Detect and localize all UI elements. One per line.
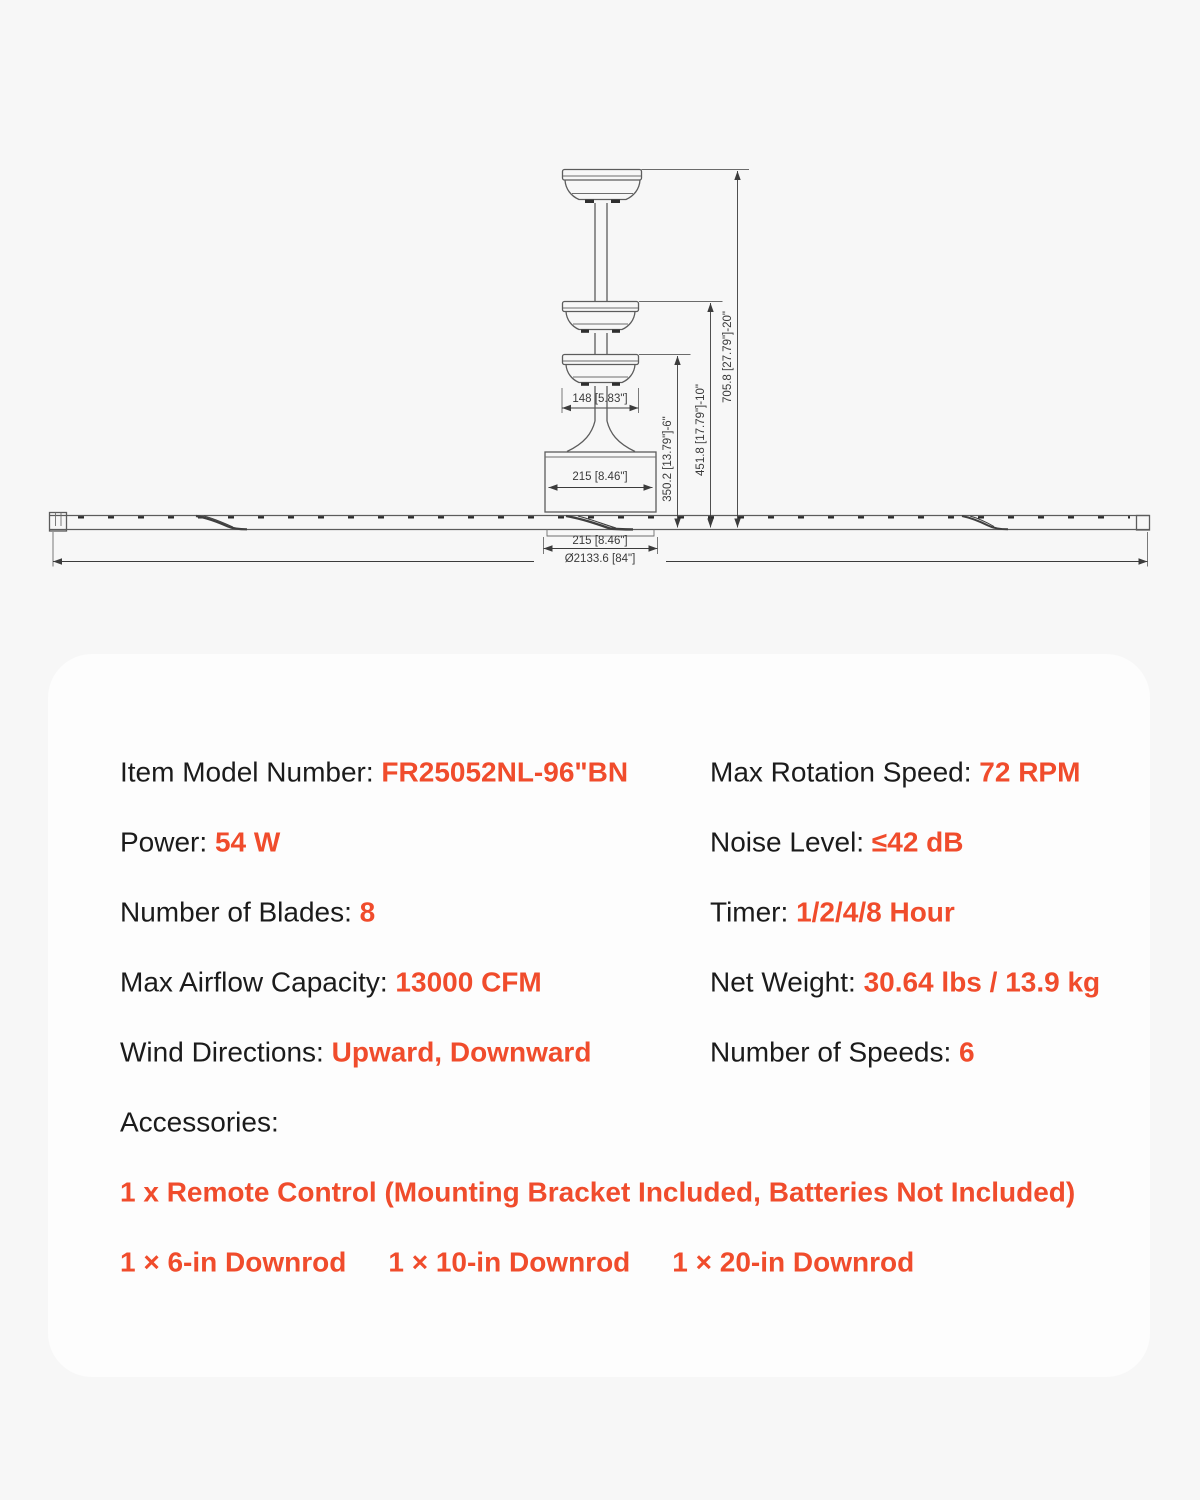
- spec-row: [48, 947, 1150, 1017]
- spec-row: [48, 807, 1150, 877]
- motor-housing: [545, 452, 656, 512]
- spec-value: 54 W: [214, 826, 281, 858]
- spec-max-rotation-speed: [710, 755, 1080, 790]
- spec-label: Accessories:: [120, 1106, 279, 1138]
- spec-net-weight: [710, 965, 1100, 1000]
- spec-label: Number of Blades:: [120, 896, 360, 928]
- spec-value: 6: [959, 1036, 975, 1068]
- spec-item-model-number: [120, 755, 628, 790]
- spec-label: Power:: [120, 826, 215, 858]
- dim-label-height-6in: 350.2 [13.79"]-6": [662, 416, 674, 502]
- spec-number-of-blades: [120, 895, 375, 930]
- dim-motor-width-bottom: [544, 535, 658, 554]
- canopy-lower: [563, 355, 639, 386]
- spec-value: 13000 CFM: [395, 966, 542, 998]
- spec-label: Noise Level:: [710, 826, 872, 858]
- dim-label-height-20in: 705.8 [27.79"]-20": [722, 311, 734, 403]
- spec-card: [48, 654, 1150, 1377]
- spec-label: Number of Speeds:: [710, 1036, 960, 1068]
- spec-label: Wind Directions:: [120, 1036, 332, 1068]
- spec-label: Max Rotation Speed:: [710, 756, 980, 788]
- dim-label-blade-diameter: Ø2133.6 [84"]: [564, 553, 636, 565]
- spec-number-of-speeds: [710, 1035, 975, 1070]
- spec-label: Timer:: [710, 896, 797, 928]
- dim-canopy-width: [562, 388, 639, 413]
- canopy-middle: [563, 302, 639, 333]
- accessories-heading: [120, 1105, 279, 1140]
- dim-label-height-10in: 451.8 [17.79"]-10": [695, 384, 707, 476]
- spec-row: [48, 877, 1150, 947]
- accessory-downrod-6in: 1 × 6-in Downrod: [120, 1246, 347, 1278]
- accessory-remote-control: [120, 1175, 1075, 1210]
- spec-value: 8: [359, 896, 376, 928]
- spec-max-airflow: [120, 965, 542, 1000]
- spec-row: [48, 1017, 1150, 1087]
- spec-value: FR25052NL-96"BN: [381, 756, 629, 788]
- spec-value: 30.64 lbs / 13.9 kg: [863, 966, 1101, 998]
- dim-label-motor-width-bottom: 215 [8.46"]: [572, 535, 628, 547]
- spec-power: [120, 825, 280, 860]
- accessory-downrod-10in: 1 × 10-in Downrod: [388, 1246, 631, 1278]
- fan-blades: [50, 513, 1150, 537]
- bell-coupling: [567, 421, 635, 452]
- spec-timer: [710, 895, 955, 930]
- dim-height-10in: [639, 302, 723, 528]
- spec-value: 72 RPM: [979, 756, 1081, 788]
- spec-wind-directions: [120, 1035, 591, 1070]
- accessory-downrods: [120, 1245, 914, 1280]
- spec-value: ≤42 dB: [871, 826, 964, 858]
- fan-dimension-diagram: [0, 0, 1200, 640]
- spec-noise-level: [710, 825, 964, 860]
- spec-label: Max Airflow Capacity:: [120, 966, 396, 998]
- spec-label: Net Weight:: [710, 966, 864, 998]
- canopy-top: [563, 170, 642, 204]
- dim-label-motor-width: 215 [8.46"]: [572, 471, 628, 483]
- dim-label-canopy-width: 148 [5.83"]: [572, 393, 628, 405]
- spec-row: [48, 1087, 1150, 1157]
- downrod: [595, 203, 607, 302]
- spec-row: [48, 1157, 1150, 1227]
- spec-value: 1/2/4/8 Hour: [796, 896, 955, 928]
- spec-value: Upward, Downward: [331, 1036, 592, 1068]
- spec-value: 1 x Remote Control (Mounting Bracket Included, Batteries Not Included): [120, 1176, 1076, 1208]
- spec-label: Item Model Number:: [120, 756, 382, 788]
- accessory-downrod-20in: 1 × 20-in Downrod: [672, 1246, 915, 1278]
- spec-row: [48, 737, 1150, 807]
- dim-height-6in: [639, 355, 691, 528]
- spec-row: [48, 1227, 1150, 1297]
